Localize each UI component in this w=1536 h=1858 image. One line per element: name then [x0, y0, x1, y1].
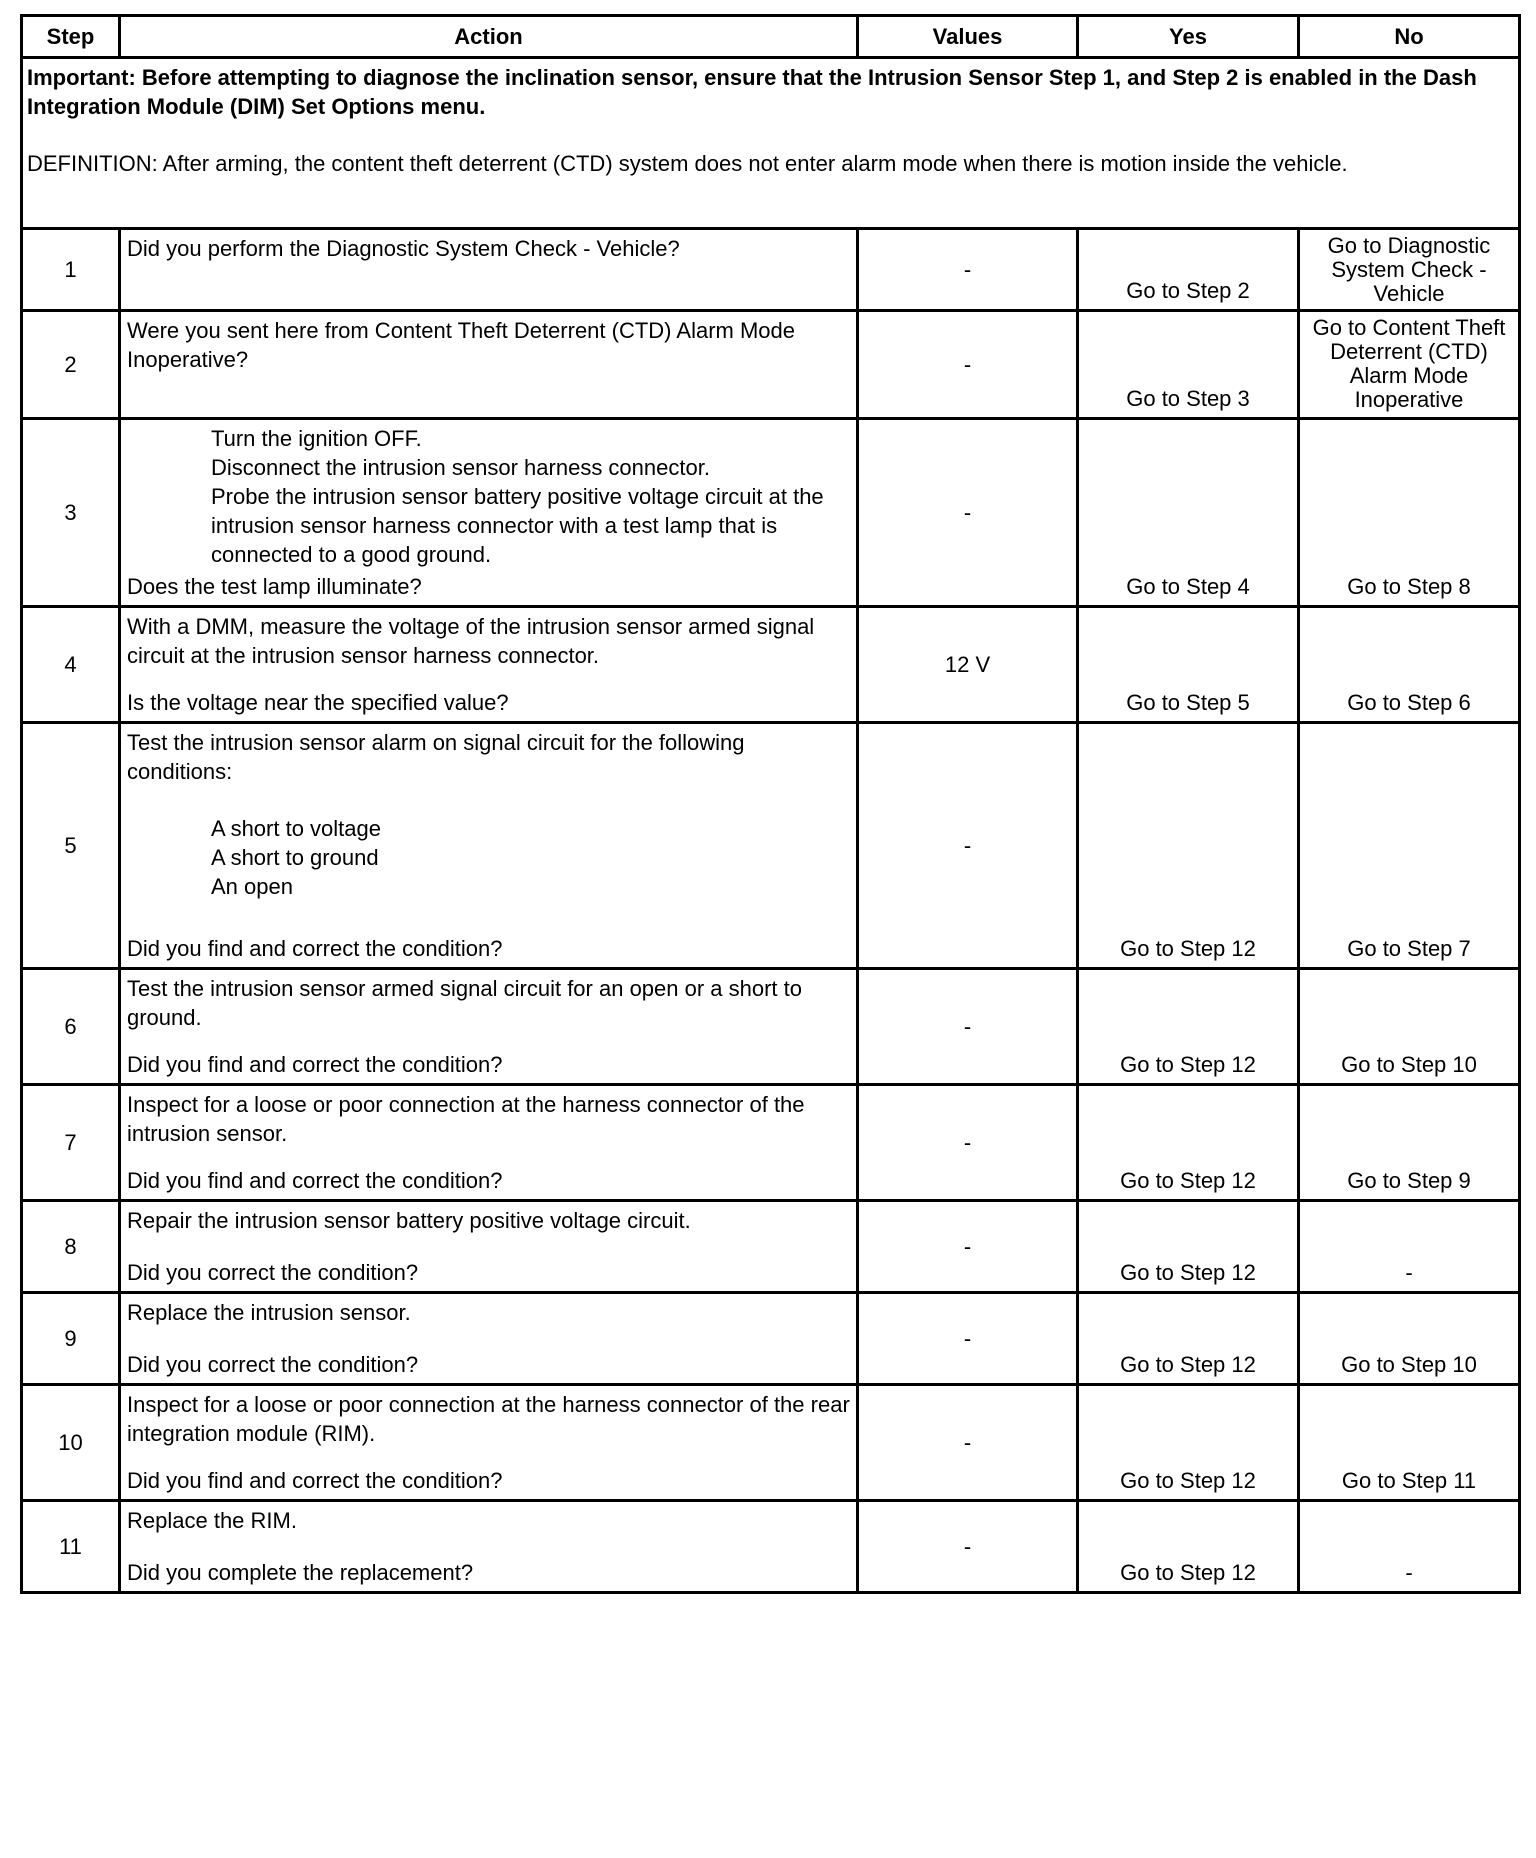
action-cell — [120, 229, 858, 311]
header-step: Step — [22, 16, 120, 58]
no-cell — [1299, 969, 1520, 1085]
no-link[interactable]: Go to Step 7 — [1347, 936, 1471, 961]
no-cell — [1299, 1293, 1520, 1385]
action-list — [121, 814, 856, 901]
yes-link[interactable]: Go to Step 4 — [1126, 574, 1250, 599]
value-cell: - — [858, 723, 1078, 969]
step-number: 10 — [22, 1385, 120, 1501]
table-row — [22, 607, 1520, 723]
action-cell — [120, 1385, 858, 1501]
yes-cell — [1078, 1385, 1299, 1501]
action-question: Does the test lamp illuminate? — [127, 574, 422, 599]
no-cell — [1299, 311, 1520, 419]
step-number: 8 — [22, 1201, 120, 1293]
action-cell — [120, 969, 858, 1085]
no-link[interactable]: Go to Content Theft Deterrent (CTD) Alarm Mode Inoperative — [1312, 315, 1506, 412]
table-row — [22, 1385, 1520, 1501]
no-cell — [1299, 1385, 1520, 1501]
action-list-item: Turn the ignition OFF. — [211, 426, 422, 451]
step-number: 9 — [22, 1293, 120, 1385]
no-link[interactable]: Go to Step 9 — [1347, 1168, 1471, 1193]
value-cell: - — [858, 1085, 1078, 1201]
action-text: Were you sent here from Content Theft Deterrent (CTD) Alarm Mode Inoperative? — [127, 318, 796, 372]
value-cell: - — [858, 1501, 1078, 1593]
no-link[interactable]: - — [1405, 1260, 1413, 1285]
action-text: Replace the RIM. — [127, 1508, 297, 1533]
yes-cell — [1078, 311, 1299, 419]
yes-link[interactable]: Go to Step 3 — [1126, 386, 1250, 411]
header-action: Action — [120, 16, 858, 58]
yes-cell — [1078, 969, 1299, 1085]
no-link[interactable]: - — [1405, 1560, 1413, 1585]
action-question: Did you find and correct the condition? — [127, 936, 503, 961]
value-cell: - — [858, 1201, 1078, 1293]
action-text: Inspect for a loose or poor connection at the harness connector of the intrusion sensor. — [127, 1092, 805, 1146]
action-text: Test the intrusion sensor alarm on signal circuit for the following conditions: — [127, 730, 745, 784]
action-list-item: An open — [211, 874, 293, 899]
no-cell — [1299, 229, 1520, 311]
intro-cell — [22, 58, 1520, 229]
no-link[interactable]: Go to Step 10 — [1341, 1052, 1477, 1077]
yes-link[interactable]: Go to Step 5 — [1126, 690, 1250, 715]
action-cell — [120, 723, 858, 969]
yes-link[interactable]: Go to Step 12 — [1120, 1168, 1256, 1193]
table-row — [22, 1085, 1520, 1201]
action-cell — [120, 1501, 858, 1593]
table-row — [22, 229, 1520, 311]
action-text: Inspect for a loose or poor connection at the harness connector of the rear integration module (RIM). — [127, 1392, 850, 1446]
yes-cell — [1078, 229, 1299, 311]
step-number: 11 — [22, 1501, 120, 1593]
no-link[interactable]: Go to Step 6 — [1347, 690, 1471, 715]
table-row — [22, 1201, 1520, 1293]
action-cell — [120, 1085, 858, 1201]
action-list-item: A short to ground — [211, 845, 379, 870]
action-text: Replace the intrusion sensor. — [127, 1300, 411, 1325]
action-cell — [120, 311, 858, 419]
step-number: 4 — [22, 607, 120, 723]
action-question: Did you find and correct the condition? — [127, 1468, 503, 1493]
table-row — [22, 1501, 1520, 1593]
yes-link[interactable]: Go to Step 12 — [1120, 936, 1256, 961]
table-row — [22, 419, 1520, 607]
value-cell: - — [858, 229, 1078, 311]
diagnostic-table — [20, 14, 1521, 1594]
yes-link[interactable]: Go to Step 12 — [1120, 1352, 1256, 1377]
yes-link[interactable]: Go to Step 12 — [1120, 1260, 1256, 1285]
action-question: Did you correct the condition? — [127, 1260, 419, 1285]
action-question: Is the voltage near the specified value? — [127, 690, 509, 715]
action-question: Did you correct the condition? — [127, 1352, 419, 1377]
yes-cell — [1078, 1201, 1299, 1293]
step-number: 7 — [22, 1085, 120, 1201]
value-cell: - — [858, 1385, 1078, 1501]
step-number: 3 — [22, 419, 120, 607]
action-cell — [120, 1293, 858, 1385]
step-number: 2 — [22, 311, 120, 419]
no-link[interactable]: Go to Step 10 — [1341, 1352, 1477, 1377]
header-no: No — [1299, 16, 1520, 58]
yes-cell — [1078, 607, 1299, 723]
action-list-item: Probe the intrusion sensor battery positive voltage circuit at the intrusion sensor harness connector with a test lamp that is connected to a good ground. — [211, 484, 824, 567]
step-number: 1 — [22, 229, 120, 311]
no-cell — [1299, 723, 1520, 969]
header-yes: Yes — [1078, 16, 1299, 58]
action-question: Did you find and correct the condition? — [127, 1052, 503, 1077]
yes-cell — [1078, 1085, 1299, 1201]
yes-link[interactable]: Go to Step 2 — [1126, 278, 1250, 303]
yes-cell — [1078, 1501, 1299, 1593]
table-row — [22, 723, 1520, 969]
no-cell — [1299, 1201, 1520, 1293]
yes-cell — [1078, 419, 1299, 607]
action-cell — [120, 607, 858, 723]
action-list-item: Disconnect the intrusion sensor harness connector. — [211, 455, 710, 480]
table-row — [22, 969, 1520, 1085]
no-cell — [1299, 419, 1520, 607]
intro-row — [22, 58, 1520, 229]
value-cell: 12 V — [858, 607, 1078, 723]
yes-link[interactable]: Go to Step 12 — [1120, 1468, 1256, 1493]
step-number: 6 — [22, 969, 120, 1085]
action-text: Repair the intrusion sensor battery positive voltage circuit. — [127, 1208, 691, 1233]
no-link[interactable]: Go to Step 11 — [1341, 1468, 1477, 1493]
action-question: Did you find and correct the condition? — [127, 1168, 503, 1193]
table-row — [22, 311, 1520, 419]
step-number: 5 — [22, 723, 120, 969]
definition-note: DEFINITION: After arming, the content theft deterrent (CTD) system does not enter alarm mode when there is motion inside the vehicle. — [27, 151, 1348, 176]
yes-cell — [1078, 723, 1299, 969]
action-list-item: A short to voltage — [211, 816, 381, 841]
no-link[interactable]: Go to Step 8 — [1347, 574, 1471, 599]
no-link[interactable]: Go to Diagnostic System Check - Vehicle — [1327, 233, 1491, 306]
action-question: Did you complete the replacement? — [127, 1560, 474, 1585]
important-note: Important: Before attempting to diagnose the inclination sensor, ensure that the Intrusion Sensor Step 1, and Step 2 is enabled in the Dash Integration Module (DIM) Set Options menu. — [27, 65, 1477, 119]
action-cell — [120, 419, 858, 607]
action-list — [121, 420, 856, 569]
action-text: With a DMM, measure the voltage of the intrusion sensor armed signal circuit at the intrusion sensor harness connector. — [127, 614, 815, 668]
value-cell: - — [858, 419, 1078, 607]
value-cell: - — [858, 969, 1078, 1085]
action-cell — [120, 1201, 858, 1293]
no-cell — [1299, 1085, 1520, 1201]
table-row — [22, 1293, 1520, 1385]
value-cell: - — [858, 1293, 1078, 1385]
action-text: Did you perform the Diagnostic System Check - Vehicle? — [127, 236, 680, 261]
header-row — [22, 16, 1520, 58]
value-cell: - — [858, 311, 1078, 419]
header-values: Values — [858, 16, 1078, 58]
no-cell — [1299, 1501, 1520, 1593]
action-text: Test the intrusion sensor armed signal circuit for an open or a short to ground. — [127, 976, 803, 1030]
no-cell — [1299, 607, 1520, 723]
yes-link[interactable]: Go to Step 12 — [1120, 1560, 1256, 1585]
yes-link[interactable]: Go to Step 12 — [1120, 1052, 1256, 1077]
yes-cell — [1078, 1293, 1299, 1385]
